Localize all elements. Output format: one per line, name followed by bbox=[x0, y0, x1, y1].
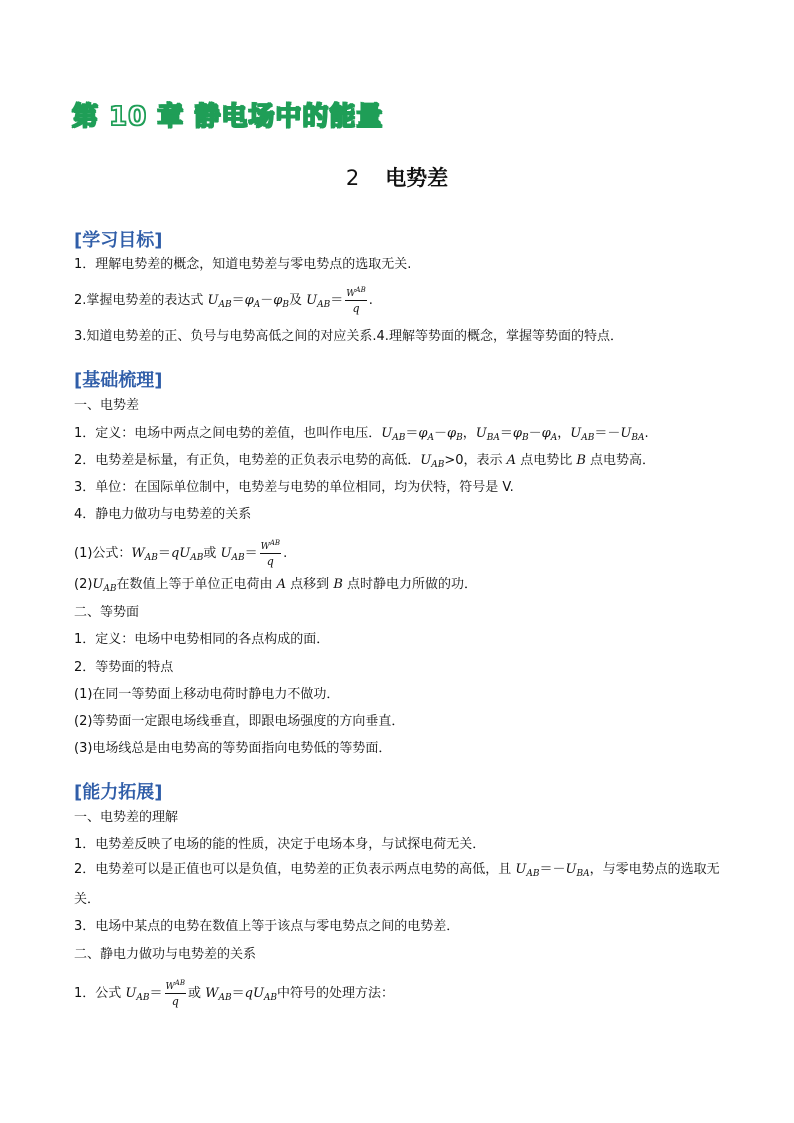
equipotential-line-1: 1．定义：电场中电势相同的各点构成的面． bbox=[74, 632, 330, 647]
lesson-title-text: 电势差 bbox=[385, 166, 449, 190]
subheading-understanding: 一、电势差的理解 bbox=[74, 810, 179, 825]
section-basics: [基础梳理] bbox=[74, 370, 163, 391]
chapter-heading: 第 10 章 静电场中的能量 bbox=[72, 102, 384, 132]
basics-line-5: (1)公式：$W_{AB}=qU_{AB}$或 $U_{AB}=$ $\frac{W^{AB}}{q}$ . bbox=[74, 539, 288, 568]
extension-line-4: 1．公式 $U_{AB}=$ $\frac{W^{AB}}{q}$ 或 $W_{AB}=qU_{AB}$中符号的处理方法： bbox=[74, 979, 395, 1008]
lesson-title bbox=[0, 162, 794, 192]
section-learning-goals: [学习目标] bbox=[74, 230, 163, 251]
equipotential-line-5: (3)电场线总是由电势高的等势面指向电势低的等势面． bbox=[74, 741, 392, 756]
equipotential-line-4: (2)等势面一定跟电场线垂直，即跟电场强度的方向垂直． bbox=[74, 714, 405, 729]
subheading-equipotential: 二、等势面 bbox=[74, 605, 140, 620]
goal-2: 2.掌握电势差的表达式 $U_{AB}=\varphi_A-\varphi_B$及 $U_{AB}=$ $\frac{W^{AB}}{q}$ . bbox=[74, 286, 373, 315]
equipotential-line-3: (1)在同一等势面上移动电荷时静电力不做功． bbox=[74, 687, 340, 702]
lesson-number: 2 bbox=[345, 166, 360, 190]
extension-line-1: 1．电势差反映了电场的能的性质，决定于电场本身，与试探电荷无关． bbox=[74, 837, 486, 852]
extension-line-3: 3．电场中某点的电势在数值上等于该点与零电势点之间的电势差． bbox=[74, 919, 460, 934]
extension-line-2: 2．电势差可以是正值也可以是负值，电势差的正负表示两点电势的高低，且 $U_{AB}=-U_{BA}$，与零电势点的选取无关． bbox=[74, 862, 720, 907]
basics-line-6: $(2)U_{AB}$在数值上等于单位正电荷由 A 点移到 B 点时静电力所做的功． bbox=[74, 577, 478, 594]
basics-line-3: 3．单位：在国际单位制中，电势差与电势的单位相同，均为伏特，符号是 V. bbox=[74, 480, 514, 495]
goal-3: 3.知道电势差的正、负号与电势高低之间的对应关系.4.理解等势面的概念，掌握等势面的特点． bbox=[74, 329, 623, 344]
basics-line-2: 2．电势差是标量，有正负，电势差的正负表示电势的高低．$U_{AB}>0$，表示 A 点电势比 B 点电势高． bbox=[74, 453, 656, 470]
subheading-work-relation: 二、静电力做功与电势差的关系 bbox=[74, 947, 257, 962]
goal-1: 1．理解电势差的概念，知道电势差与零电势点的选取无关. bbox=[74, 257, 412, 272]
equipotential-line-2: 2．等势面的特点 bbox=[74, 660, 174, 675]
subheading-potential-difference: 一、电势差 bbox=[74, 398, 140, 413]
basics-line-1: 1．定义：电场中两点之间电势的差值，也叫作电压．$U_{AB}=\varphi_A-\varphi_B$，$U_{BA}=\varphi_B-\varphi_A$，$U_{AB}=-U_{BA}$. bbox=[74, 426, 649, 443]
basics-line-4: 4．静电力做功与电势差的关系 bbox=[74, 507, 252, 522]
section-extension: [能力拓展] bbox=[74, 782, 163, 803]
